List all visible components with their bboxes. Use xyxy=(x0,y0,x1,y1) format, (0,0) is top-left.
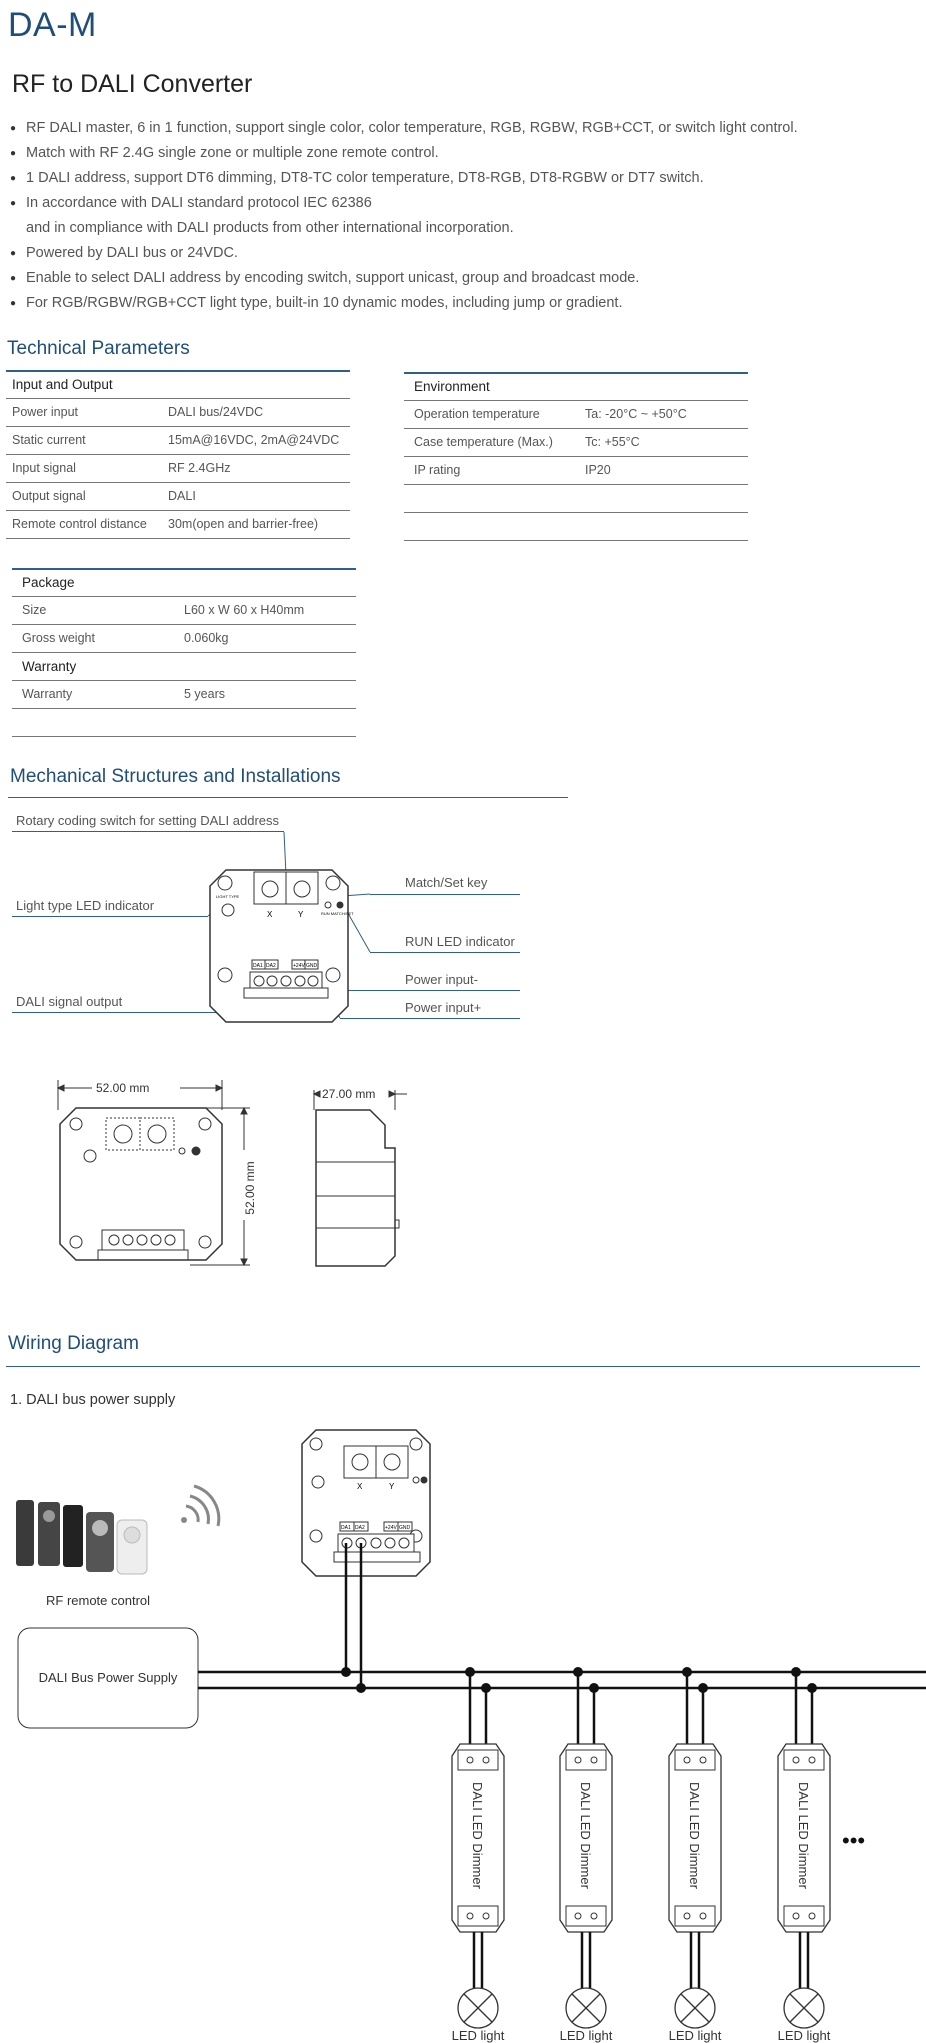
feature-item: ● In accordance with DALI standard protocol IEC 62386 xyxy=(10,191,910,216)
table-row-empty xyxy=(404,513,748,541)
dimmer-label: DALI LED Dimmer xyxy=(578,1782,593,1889)
param-value: DALI xyxy=(168,489,196,503)
param-value: RF 2.4GHz xyxy=(168,461,231,475)
param-value: DALI bus/24VDC xyxy=(168,405,264,419)
feature-item-continued: and in compliance with DALI products from other international incorporation. xyxy=(26,220,514,236)
package-heading: Package xyxy=(12,568,356,597)
warranty-heading: Warranty xyxy=(12,653,356,681)
param-key: Operation temperature xyxy=(414,407,540,421)
terminal-label-da2: DA2 xyxy=(266,963,276,969)
table-row xyxy=(6,483,350,511)
table-row xyxy=(12,597,356,625)
run-label: RUN MATCH/SET xyxy=(321,911,354,916)
table-row xyxy=(6,455,350,483)
dimmer-label: DALI LED Dimmer xyxy=(687,1782,702,1889)
dimension-width-label: 52.00 mm xyxy=(96,1081,150,1095)
param-key: Gross weight xyxy=(22,631,95,645)
led-light-label: LED light xyxy=(559,2028,613,2043)
param-value: Tc: +55°C xyxy=(585,435,640,449)
technical-parameters-heading: Technical Parameters xyxy=(7,338,190,359)
wiring-switch-label-x: X xyxy=(357,1482,363,1491)
led-light-icon xyxy=(458,1988,498,2028)
wiring-heading: Wiring Diagram xyxy=(8,1333,139,1354)
dimmer-unit xyxy=(452,1667,505,2043)
param-key: Size xyxy=(22,603,47,617)
callout-dali-output: DALI signal output xyxy=(16,994,123,1009)
param-value: L60 x W 60 x H40mm xyxy=(184,603,305,617)
more-dimmers-ellipsis: ••• xyxy=(842,1828,866,1853)
led-light-icon xyxy=(566,1988,606,2028)
wiring-terminal-24v: +24V xyxy=(385,1525,397,1531)
switch-label-x: X xyxy=(267,910,273,919)
wiring-switch-label-y: Y xyxy=(389,1482,395,1491)
param-key: Input signal xyxy=(12,461,76,475)
param-value: IP20 xyxy=(585,463,611,477)
callout-power-plus: Power input+ xyxy=(405,1000,482,1015)
dimmer-unit xyxy=(560,1667,613,2043)
converter-device xyxy=(302,1430,430,1576)
switch-label-y: Y xyxy=(298,910,304,919)
dimmer-label: DALI LED Dimmer xyxy=(796,1782,811,1889)
feature-item: ● RF DALI master, 6 in 1 function, support single color, color temperature, RGB, RGBW, RGB+CCT, or switch light control. xyxy=(10,116,910,141)
feature-item: ● Powered by DALI bus or 24VDC. xyxy=(10,241,910,266)
dimmer-group xyxy=(452,1667,831,2043)
callout-match-key: Match/Set key xyxy=(405,875,488,890)
remote-label: RF remote control xyxy=(46,1593,151,1608)
dimension-depth-label: 27.00 mm xyxy=(322,1087,376,1101)
package-table xyxy=(12,568,356,737)
dimension-height-label: 52.00 mm xyxy=(243,1161,257,1215)
feature-item: ● Enable to select DALI address by encoding switch, support unicast, group and broadcast mode. xyxy=(10,266,910,291)
mechanical-heading: Mechanical Structures and Installations xyxy=(10,766,341,787)
param-key: Remote control distance xyxy=(12,517,147,531)
table-row xyxy=(404,429,748,457)
table-row-empty xyxy=(12,709,356,737)
wiring-step-label: 1. DALI bus power supply xyxy=(10,1392,176,1408)
led-light-label: LED light xyxy=(668,2028,722,2043)
wiring-rule xyxy=(6,1366,920,1367)
param-value: 5 years xyxy=(184,687,225,701)
param-value: 0.060kg xyxy=(184,631,229,645)
table-row xyxy=(6,399,350,427)
wiring-diagram xyxy=(0,1420,926,2043)
led-light-icon xyxy=(784,1988,824,2028)
table-row xyxy=(12,681,356,709)
model-title: DA-M xyxy=(8,6,97,44)
environment-table xyxy=(404,372,748,541)
led-light-icon xyxy=(675,1988,715,2028)
wiring-terminal-da2: DA2 xyxy=(355,1525,365,1531)
param-value: 15mA@16VDC, 2mA@24VDC xyxy=(168,433,340,447)
dimmer-label: DALI LED Dimmer xyxy=(470,1782,485,1889)
environment-heading: Environment xyxy=(404,372,748,401)
param-value: Ta: -20°C ~ +50°C xyxy=(585,407,687,421)
device-front-view xyxy=(210,870,354,1022)
callout-power-minus: Power input- xyxy=(405,972,478,987)
psu-label: DALI Bus Power Supply xyxy=(38,1670,178,1685)
input-output-table xyxy=(6,370,350,539)
table-row xyxy=(404,457,748,485)
led-light-label: LED light xyxy=(451,2028,505,2043)
table-row xyxy=(6,427,350,455)
mechanical-rule xyxy=(8,797,568,798)
table-row xyxy=(12,625,356,653)
light-type-label: LIGHT TYPE xyxy=(216,894,240,899)
feature-item: ● For RGB/RGBW/RGB+CCT light type, built-in 10 dynamic modes, including jump or gradient. xyxy=(10,291,910,316)
leader-line xyxy=(284,832,286,875)
feature-item: ● 1 DALI address, support DT6 dimming, DT8-TC color temperature, DT8-RGB, DT8-RGBW or DT7 switch. xyxy=(10,166,910,191)
table-row-empty xyxy=(404,485,748,513)
dimmer-unit xyxy=(778,1667,831,2043)
mechanical-callout-diagram xyxy=(0,820,560,1050)
product-subtitle: RF to DALI Converter xyxy=(12,70,253,98)
param-key: Static current xyxy=(12,433,86,447)
param-value: 30m(open and barrier-free) xyxy=(168,517,319,531)
dimmer-unit xyxy=(669,1667,722,2043)
param-key: Power input xyxy=(12,405,79,419)
param-key: Case temperature (Max.) xyxy=(414,435,553,449)
table-row xyxy=(6,511,350,539)
table-row xyxy=(404,401,748,429)
terminal-label-24v: +24V xyxy=(293,963,305,969)
callout-run-led: RUN LED indicator xyxy=(405,934,515,949)
dimension-drawings xyxy=(40,1070,440,1280)
param-key: IP rating xyxy=(414,463,461,477)
callout-rotary-switch: Rotary coding switch for setting DALI address xyxy=(16,813,280,828)
wiring-terminal-gnd: GND xyxy=(399,1525,411,1531)
callout-light-type-led: Light type LED indicator xyxy=(16,898,155,913)
param-key: Output signal xyxy=(12,489,86,503)
terminal-label-gnd: GND xyxy=(306,963,318,969)
led-light-label: LED light xyxy=(777,2028,831,2043)
rf-remote-controls xyxy=(16,1486,219,1574)
param-key: Warranty xyxy=(22,687,73,701)
feature-item: ● Match with RF 2.4G single zone or multiple zone remote control. xyxy=(10,141,910,166)
feature-list xyxy=(10,116,910,316)
input-output-heading: Input and Output xyxy=(6,370,350,399)
terminal-label-da1: DA1 xyxy=(253,963,263,969)
wiring-terminal-da1: DA1 xyxy=(341,1525,351,1531)
